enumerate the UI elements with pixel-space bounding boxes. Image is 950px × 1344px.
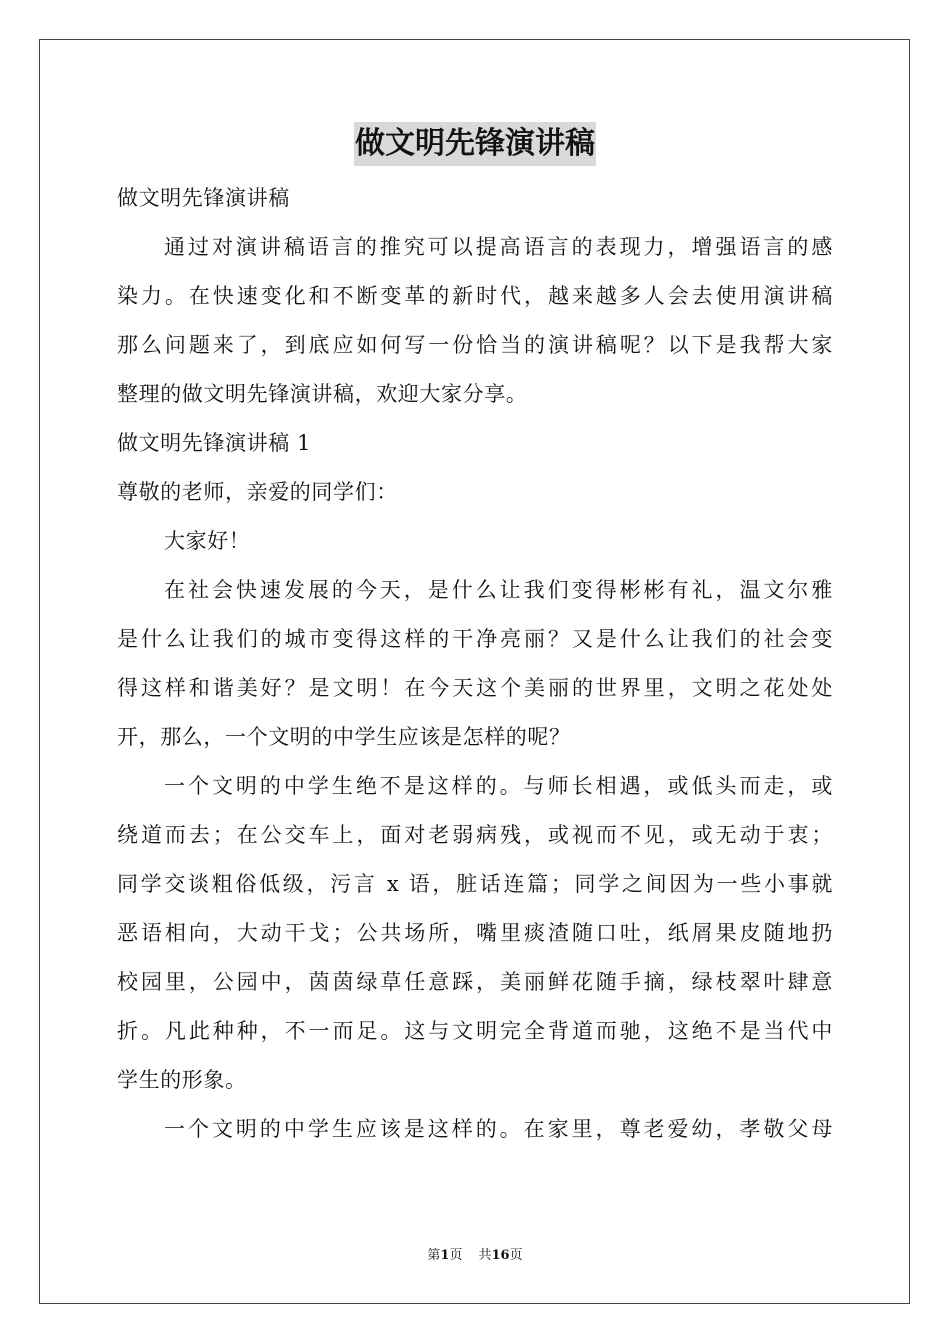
page-number: 1 bbox=[440, 1248, 450, 1263]
body-line: 一个文明的中学生绝不是这样的。与师长相遇，或低头而走，或 bbox=[164, 774, 833, 798]
body-line: 折。凡此种种，不一而足。这与文明完全背道而驰，这绝不是当代中 bbox=[117, 1019, 833, 1043]
page-prefix: 第 bbox=[427, 1248, 441, 1263]
body-line: 开，那么，一个文明的中学生应该是怎样的呢？ bbox=[117, 725, 571, 749]
body-line: 校园里，公园中，茵茵绿草任意踩，美丽鲜花随手摘，绿枝翠叶肆意 bbox=[117, 970, 833, 994]
page-footer bbox=[0, 1246, 950, 1266]
body-line: 是什么让我们的城市变得这样的干净亮丽？又是什么让我们的社会变 bbox=[117, 627, 833, 651]
document-body bbox=[117, 174, 833, 1154]
document-title: 做文明先锋演讲稿 bbox=[354, 122, 596, 166]
greeting: 大家好！ bbox=[164, 529, 251, 553]
body-line: 一个文明的中学生应该是这样的。在家里，尊老爱幼，孝敬父母 bbox=[164, 1117, 833, 1141]
total-prefix: 共 bbox=[478, 1248, 492, 1263]
body-line: 绕道而去；在公交车上，面对老弱病残，或视而不见，或无动于衷； bbox=[117, 823, 833, 847]
body-line: 那么问题来了，到底应如何写一份恰当的演讲稿呢？以下是我帮大家 bbox=[117, 333, 833, 357]
body-line: 恶语相向，大动干戈；公共场所，嘴里痰渣随口吐，纸屑果皮随地扔 bbox=[117, 921, 833, 945]
body-line: 整理的做文明先锋演讲稿，欢迎大家分享。 bbox=[117, 382, 528, 406]
page-suffix: 页 bbox=[449, 1248, 463, 1263]
total-suffix: 页 bbox=[509, 1248, 523, 1263]
body-line: 在社会快速发展的今天，是什么让我们变得彬彬有礼，温文尔雅 bbox=[164, 578, 833, 602]
body-line: 学生的形象。 bbox=[117, 1068, 247, 1092]
body-line: 同学交谈粗俗低级，污言 x 语，脏话连篇；同学之间因为一些小事就 bbox=[117, 872, 833, 896]
total-pages: 16 bbox=[491, 1248, 510, 1263]
body-line: 通过对演讲稿语言的推究可以提高语言的表现力，增强语言的感 bbox=[164, 235, 833, 259]
section-heading: 做文明先锋演讲稿 1 bbox=[117, 431, 312, 455]
salutation: 尊敬的老师，亲爱的同学们： bbox=[117, 480, 398, 504]
title-container bbox=[0, 122, 950, 166]
body-line: 染力。在快速变化和不断变革的新时代，越来越多人会去使用演讲稿 bbox=[117, 284, 833, 308]
body-line: 做文明先锋演讲稿 bbox=[117, 186, 290, 210]
body-line: 得这样和谐美好？是文明！在今天这个美丽的世界里，文明之花处处 bbox=[117, 676, 833, 700]
